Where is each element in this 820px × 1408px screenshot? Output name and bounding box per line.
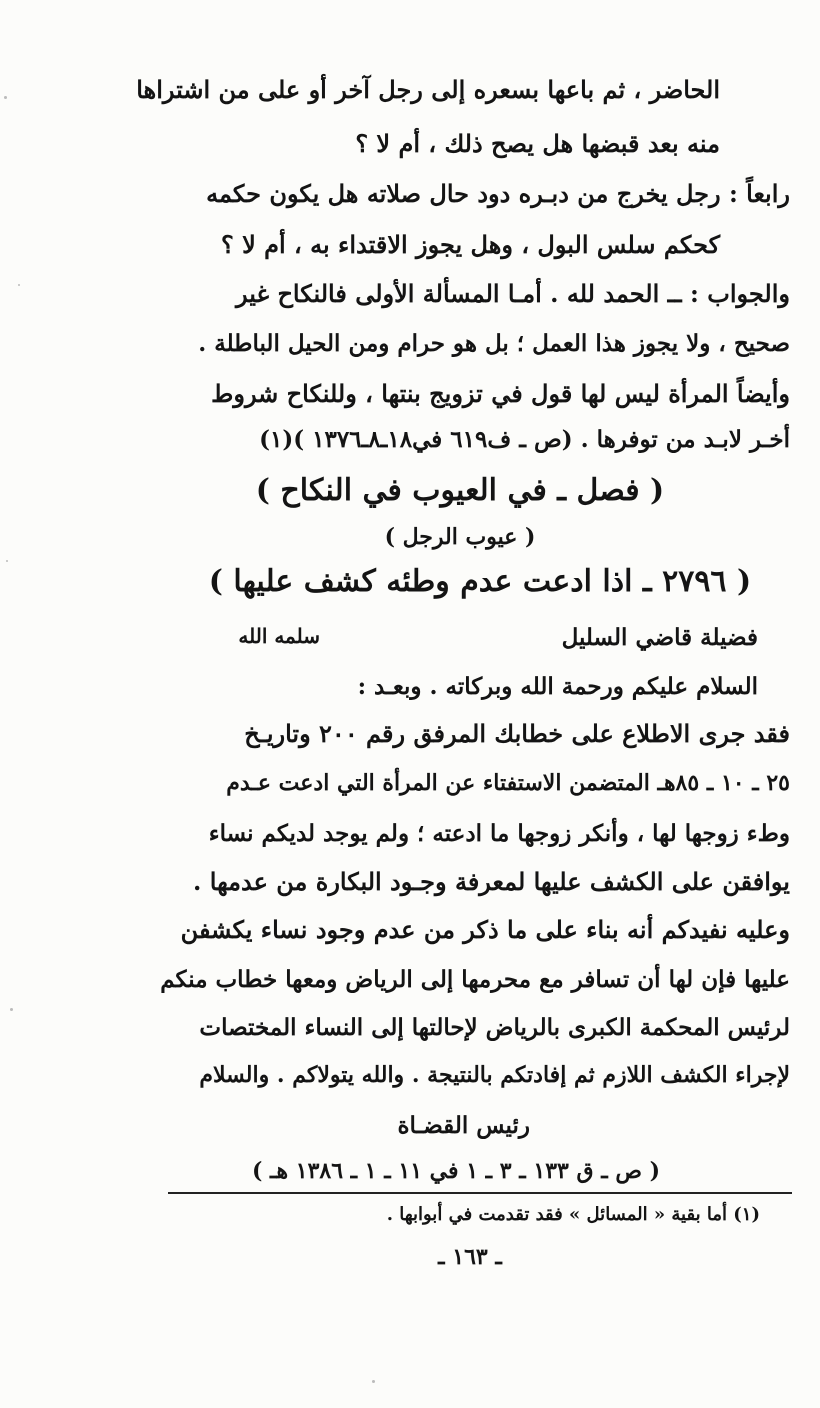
- scan-speck: [10, 1008, 13, 1011]
- letter-line-4: يوافقن على الكشف عليها لمعرفة وجـود البكارة من عدمها .: [193, 867, 790, 896]
- issue-title: ( ٢٧٩٦ ـ اذا ادعت عدم وطئه كشف عليها ): [208, 564, 752, 599]
- text-line-7: وأيضاً المرأة ليس لها قول في تزويج بنتها ، وللنكاح شروط: [211, 379, 790, 408]
- letter-line-6: عليها فإن لها أن تسافر مع محرمها إلى الرياض ومعها خطاب منكم: [160, 966, 790, 993]
- letter-line-5: وعليه نفيدكم أنه بناء على ما ذكر من عدم وجود نساء يكشفن: [180, 915, 790, 944]
- letter-line-3: وطء زوجها لها ، وأنكر زوجها ما ادعته ؛ ولم يوجد لديكم نساء: [208, 820, 790, 847]
- subsection-title: ( عيوب الرجل ): [384, 524, 536, 550]
- greeting: السلام عليكم ورحمة الله وبركاته . وبعـد :: [357, 673, 758, 700]
- addressee: فضيلة قاضي السليل: [561, 624, 758, 651]
- page-number: ـ ١٦٣ ـ: [438, 1244, 502, 1270]
- scan-speck: [18, 284, 20, 286]
- footnote-separator: [168, 1192, 792, 1194]
- text-line-4: كحكم سلس البول ، وهل يجوز الاقتداء به ، أم لا ؟: [221, 230, 720, 259]
- text-line-8: أخـر لابـد من توفرها . (ص ـ ف٦١٩ في١٨ـ٨ـ١٣٧٦ )(١): [259, 426, 790, 453]
- footnote: (١) أما بقية « المسائل » فقد تقدمت في أبوابها .: [386, 1204, 760, 1225]
- signature: رئيس القضـاة: [397, 1112, 530, 1139]
- letter-line-2: ٢٥ ـ ١٠ ـ ٨٥هـ المتضمن الاستفتاء عن المرأة التي ادعت عـدم: [226, 770, 790, 796]
- text-line-3: رابعاً : رجل يخرج من دبـره دود حال صلاته هل يكون حكمه: [206, 179, 790, 208]
- text-line-5: والجواب : ــ الحمد لله . أمـا المسألة الأولى فالنكاح غير: [236, 279, 790, 308]
- section-title: ( فصل ـ في العيوب في النكاح ): [255, 473, 665, 508]
- scan-speck: [4, 96, 7, 99]
- text-line-6: صحيح ، ولا يجوز هذا العمل ؛ بل هو حرام ومن الحيل الباطلة .: [198, 330, 790, 357]
- text-line-1: الحاضر ، ثم باعها بسعره إلى رجل آخر أو على من اشتراها: [136, 75, 720, 104]
- letter-line-8: لإجراء الكشف اللازم ثم إفادتكم بالنتيجة . والله يتولاكم . والسلام: [199, 1062, 790, 1088]
- letter-line-7: لرئيس المحكمة الكبرى بالرياض لإحالتها إلى النساء المختصات: [199, 1014, 790, 1041]
- text-line-2: منه بعد قبضها هل يصح ذلك ، أم لا ؟: [355, 129, 720, 158]
- letter-line-1: فقد جرى الاطلاع على خطابك المرفق رقم ٢٠٠ وتاريـخ: [244, 719, 790, 748]
- addressee-blessing: سلمه الله: [238, 624, 320, 648]
- document-reference: ( ص ـ ق ١٣٣ ـ ٣ ـ ١ في ١١ ـ ١ ـ ١٣٨٦ هـ ): [251, 1158, 660, 1184]
- scan-speck: [372, 1380, 375, 1383]
- scan-speck: [6, 560, 8, 562]
